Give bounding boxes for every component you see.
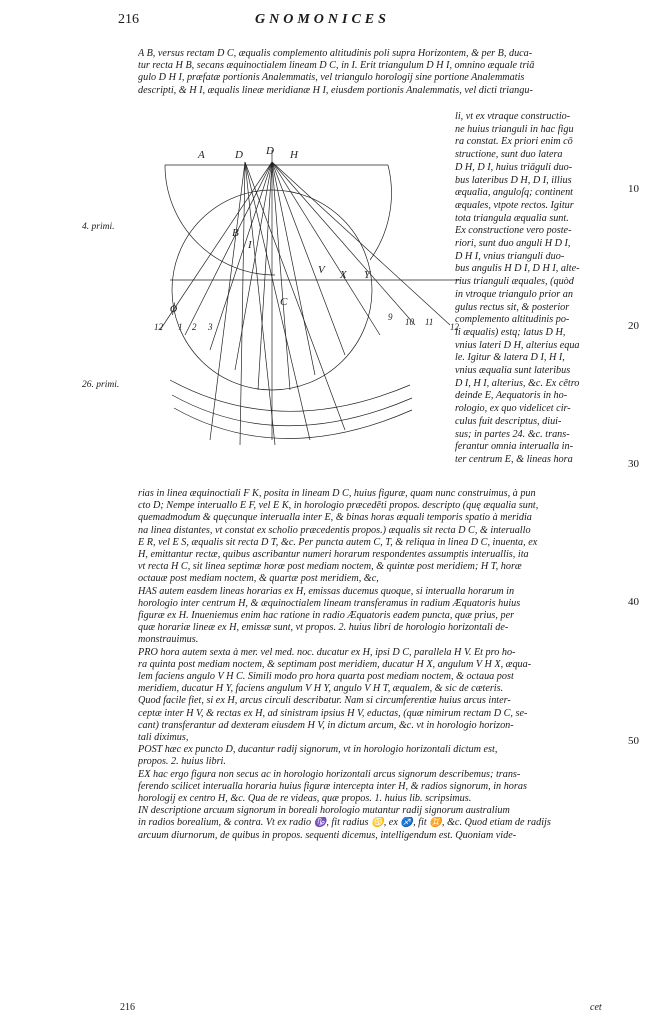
text-line: horologio inter centrum H, & æquinoctialem lineam transferamus in radium Æquatoris huius [138, 597, 521, 609]
text-line: culus fuit descriptus, diui- [455, 415, 562, 427]
text-line: Ex constructione vero poste- [455, 225, 572, 237]
text-line: vt recta H C, sit linea septimæ horæ post mediam noctem, & quintæ post meridiem; H T, horæ [138, 561, 522, 573]
text-line: vnius æqualia sunt lateribus [455, 365, 571, 377]
line-number-50: 50 [628, 735, 639, 747]
text-line: A B, versus rectam D C, æqualis complemento altitudinis poli supra Horizontem, & per B, duca- [138, 48, 533, 59]
text-line: meridiem, ducatur H Y, faciens angulum V H Y, angulo V H T, æqualem, & sic de cæteris. [138, 683, 504, 695]
text-line: arcuum diurnorum, de quibus in propos. sequenti dicemus, intelligendum est. Quoniam vide- [138, 829, 517, 841]
text-line: deinde E, Aequatoris in ho- [455, 390, 568, 402]
text-line: figuræ ex H. Inueniemus enim hac ratione in radio Æquatoris eadem puncta, quæ prius, per [138, 610, 515, 622]
page-header [0, 12, 669, 32]
text-line: in vtroque triangulo prior an [455, 288, 573, 300]
top-paragraph [138, 48, 628, 97]
line-number-30: 30 [628, 458, 639, 470]
margin-note-1: 4. primi. [82, 222, 115, 232]
bottom-page-mark: 216 [120, 1002, 135, 1013]
text-line: ferantur omnia interualla in- [455, 441, 574, 453]
label-phi: ϕ [170, 301, 178, 316]
label-2: 2 [192, 322, 197, 332]
text-line: H, emittantur rectæ, quibus ascribantur numeri horarum respondentes assumptis interuallis, ita [138, 549, 529, 561]
text-line: quæ horariæ lineæ ex H, emissæ sunt, vt propos. 2. huius libri de horologio horizontali de- [138, 622, 509, 634]
text-line: lem faciens angulo V H C. Simili modo pro hora quarta post mediam noctem, & octaua post [138, 671, 514, 683]
zodiac-arc-inner2 [174, 408, 412, 439]
text-line: æqualia, anguloſq; continent [455, 187, 573, 199]
label-A: A [198, 149, 205, 161]
text-line: tali diximus, [138, 732, 189, 744]
text-line: complemento altitudinis po- [455, 314, 570, 326]
text-line: descripti, & H I, æqualis lineæ meridianæ H I, eiusdem portionis Analemmatis, vel dicti triangu- [138, 84, 533, 96]
text-line: ceptæ inter H V, & rectas ex H, ad sinistram ipsius H V, eductas, (quæ nimirum rectam D C, se- [138, 707, 528, 719]
label-X: X [340, 269, 347, 281]
text-line: cant) transferantur ad dexteram eiusdem H V, in dictum arcum, &c. vt in horologio horizon- [138, 719, 514, 731]
text-line: in radios borealium, & contra. Vt ex radio ♑, fit radius ♋, ex ♐, fit ♊, &c. Quod etiam de radijs [138, 817, 551, 829]
text-line: ne huius trianguli in hac figu [455, 123, 574, 135]
text-line: D I, H I, alterius, &c. Ex cētro [455, 377, 580, 389]
text-line: Quod facile fiet, si ex H, arcus circuli describatur. Nam si circumferentiæ huius arcus inter- [138, 695, 511, 707]
label-11: 11 [425, 317, 434, 327]
text-line: sus; in partes 24. &c. trans- [455, 428, 570, 440]
text-line: structione, sunt duo latera [455, 149, 563, 161]
main-text [138, 488, 628, 842]
label-V: V [318, 264, 325, 276]
text-line: æquales, vtpote rectos. Igitur [455, 199, 574, 211]
text-line: IN descriptione arcuum signorum in boreali horologio mutantur radij signorum australium [138, 805, 510, 817]
text-line: monstrauimus. [138, 634, 199, 646]
label-H: H [290, 149, 298, 161]
text-line: tur recta H B, secans æquinoctialem lineam D C, in I. Erit triangulum D H I, omnino æquale triā [138, 60, 535, 72]
text-line: ferendo scilicet interualla horaria huius figuræ intercepta inter H, & radios signorum, in horas [138, 780, 527, 792]
gnomonic-figure [150, 140, 470, 460]
text-line: ra constat. Ex priori enim cō [455, 136, 573, 148]
text-line: D H, D I, huius triāguli duo- [455, 161, 573, 173]
right-column-text [455, 111, 625, 467]
text-line: tota triangula æqualia sunt. [455, 212, 569, 224]
label-10: 10 [405, 317, 414, 327]
catchword: cet [590, 1002, 602, 1013]
running-title: GNOMONICES [255, 12, 390, 27]
label-9: 9 [388, 312, 393, 322]
label-12-right: 12 [450, 322, 459, 332]
text-line: POST hæc ex puncto D, ducantur radij signorum, vt in horologio horizontali dictum est, [138, 744, 498, 756]
label-C: C [280, 296, 288, 308]
text-line: cto D; Nempe interuallo E F, vel E K, in horologio præcedēti propos. descripto (quę æqualia sunt, [138, 500, 539, 512]
text-line: vnius lateri D H, alterius equa [455, 339, 580, 351]
margin-note-2: 26. primi. [82, 380, 120, 390]
text-line: propos. 2. huius libri. [138, 756, 226, 768]
text-line: D H I, vnius trianguli duo- [455, 250, 565, 262]
label-12-left: 12 [154, 322, 163, 332]
text-line: li, vt ex vtraque constructio- [455, 111, 571, 122]
line-number-10: 10 [628, 183, 639, 195]
label-I: I [248, 239, 252, 251]
text-line: PRO hora autem sexta à mer. vel med. noc. ducatur ex H, ipsi D C, parallela H V. Et pro ho- [138, 646, 516, 658]
line-number-20: 20 [628, 320, 639, 332]
line-number-40: 40 [628, 596, 639, 608]
text-line: octauæ post mediam noctem, & quartæ post meridiem, &c, [138, 573, 379, 585]
text-line: rologio, ex quo videlicet cir- [455, 403, 571, 415]
text-line: EX hac ergo figura non secus ac in horologio horizontali arcus signorum describemus; trans- [138, 768, 521, 780]
label-Y: Y [364, 269, 371, 281]
text-line: E R, vel E S, æqualis sit recta D T, &c. Per puncta autem C, T, & reliqua in linea D C, inuenta, ex [138, 536, 538, 548]
right-arc [370, 165, 391, 260]
label-D-top: D [266, 145, 274, 157]
hour-lines [160, 162, 450, 390]
text-line: horologij ex centro H, &c. Qua de re videas, quæ propos. 1. huius lib. scripsimus. [138, 793, 472, 805]
label-D: D [235, 149, 243, 161]
text-line: bus angulis H D I, D H I, alte- [455, 263, 580, 275]
text-line: gulus rectus sit, & posterior [455, 301, 570, 313]
page-number: 216 [118, 12, 139, 27]
text-line: rias in linea æquinoctiali F K, posita in lineam D C, huius figuræ, quam nunc construimus, à pun [138, 488, 536, 499]
text-line: HAS autem easdem lineas horarias ex H, emissas ducemus quoque, si interualla horarum in [138, 585, 515, 597]
label-3: 3 [208, 322, 213, 332]
text-line: li æqualis) estq; latus D H, [455, 326, 566, 338]
sign-radii [210, 162, 345, 445]
text-line: ra quinta post mediam noctem, & septimam post meridiem, ducatur H X, angulum V H X, æqua- [138, 658, 532, 670]
label-1: 1 [178, 322, 183, 332]
text-line: quemadmodum & quęcunque interualla inter E, & binas horas æquali temporis spatio à meridia [138, 512, 532, 524]
text-line: rius trianguli æquales, (quòd [455, 276, 574, 288]
text-line: riori, sunt duo anguli H D I, [455, 238, 571, 250]
label-B: B [232, 227, 239, 239]
text-line: ter centrum E, & lineas hora [455, 453, 573, 465]
text-line: le. Igitur & latera D I, H I, [455, 352, 565, 364]
text-line: bus lateribus D H, D I, illius [455, 174, 572, 186]
text-line: na linea distantes, vt constat ex scholio præcedentis propos.) æqualis sit recta D C, & interuallo [138, 524, 531, 536]
text-line: gulo D H I, præfatæ portionis Analemmatis, vel triangulo horologij sine portione Analemmatis [138, 72, 525, 84]
zodiac-arc-inner [172, 395, 412, 426]
zodiac-arc-outer [170, 380, 410, 411]
